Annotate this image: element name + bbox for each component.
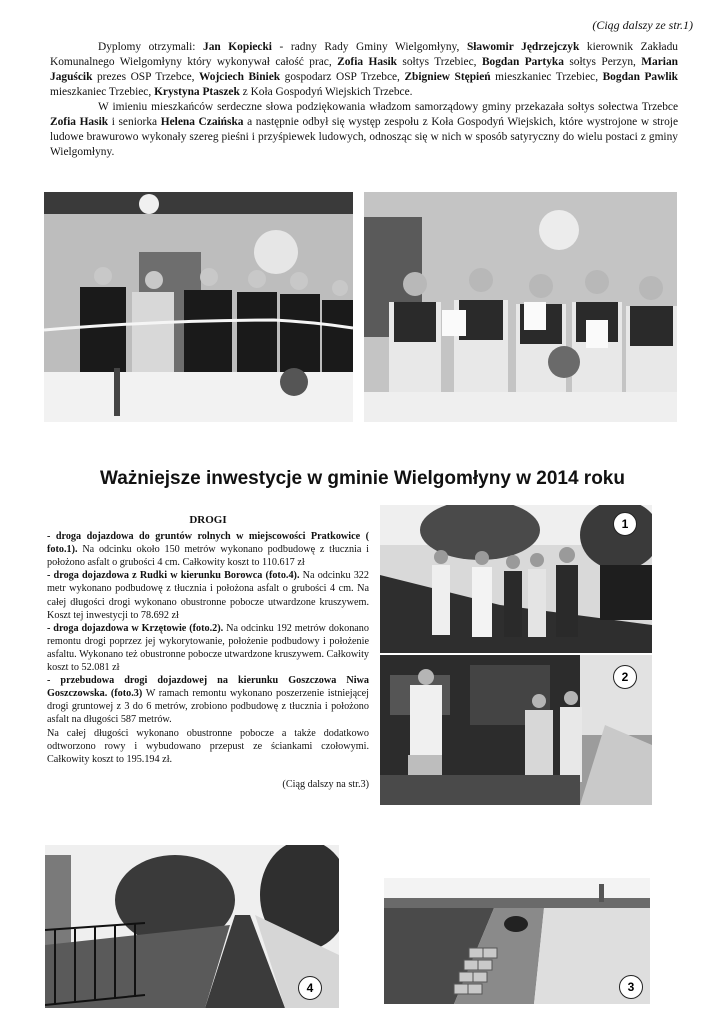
bold-text-run: Zofia Hasik xyxy=(50,116,109,128)
article-paragraph-3 xyxy=(47,622,369,674)
road-inspection-image-1 xyxy=(380,505,652,653)
text-run: Na odcinku 192 metrów dokonano remontu drogi poprzez jej wykorytowanie, położenie podbudowy i położenie asfaltu. Wykonano też obustronne pobocze utwardzone kruszywem. Całkowity koszt to 52.081 zł xyxy=(47,622,369,674)
text-run: W imieniu mieszkańców serdeczne słowa podziękowania władzom samorządowy gminy przekazała sołtys sołectwa Trzebce xyxy=(98,101,678,113)
text-run: sołtys Trzebiec, xyxy=(397,56,482,68)
text-run: W ramach remontu wykonano poszerzenie istniejącej drogi gruntowej z 3 do 6 metrów, zrobiono podbudowę z tłucznia i położono asfalt na długości 587 metrów. xyxy=(47,688,369,726)
bold-text-run: - droga dojazdowa do gruntów rolnych w miejscowości Pratkowice ( foto.1). xyxy=(47,531,369,556)
rural-road-photo-4 xyxy=(45,845,339,1008)
text-run: mieszkaniec Trzebiec, xyxy=(50,86,155,98)
text-run: - radny Rady Gminy Wielgomłyny, xyxy=(271,41,467,53)
intro-text xyxy=(50,40,678,160)
text-run: Na odcinku 322 metr wykonano podbudowę z tłucznia i położona asfalt o grubości 4 cm. Na całej długości drogi wykonano obustronne pobocze utwardzone kruszywem. Koszt tej inwestycji to 78.692 zł xyxy=(47,570,369,621)
ribbon-cutting-photo xyxy=(44,192,353,422)
roads-article xyxy=(47,514,369,791)
text-run: i seniorka xyxy=(108,116,161,128)
text-run: kierownik Zakładu Komunalnego Wielgomłyny który wykonywał całość prac, xyxy=(50,41,678,68)
intro-paragraph-2 xyxy=(50,100,678,160)
bold-text-run: Zbigniew Stępień xyxy=(404,71,491,83)
text-run: z Koła Gospodyń Wiejskich Trzebce. xyxy=(239,86,413,98)
asphalt-works-photo-2 xyxy=(380,655,652,805)
text-run: Na odcinku około 150 metrów wykonano podbudowę z tłucznia i położono asfalt o grubości 4 cm. Całkowity koszt to 110.617 zł xyxy=(47,544,369,569)
continued-on-note: (Ciąg dalszy na str.3) xyxy=(282,778,369,790)
roads-section-title: DROGI xyxy=(189,514,227,526)
bold-text-run: - przebudowa drogi dojazdowej na kierunku Goszczowa Niwa Goszczowska. (foto.3) xyxy=(47,675,369,700)
text-run: Na całej długości wykonano obustronne pobocze a także dodatkowo odtworzono rowy i wybudowano przepust ze ściankami czołowymi. Całkowity koszt to 195.194 zł. xyxy=(47,727,369,765)
text-run: mieszkaniec Trzebiec, xyxy=(490,71,603,83)
ribbon-cutting-image xyxy=(44,192,353,422)
text-run: a następnie odbył się występ zespołu z Koła Gospodyń Wiejskich, które wystrojone w stroje ludowe brawurowo wykonały szereg pieśni i przyśpiewek ludowych, odnosząc się w nich w sposób satyryczny do wielu postaci z gminy Wielgomłyny. xyxy=(50,116,678,158)
bold-text-run: Helena Czaińska xyxy=(160,116,244,128)
folk-choir-image xyxy=(364,192,677,422)
bold-text-run: - droga dojazdowa w Krzętowie (foto.2). xyxy=(47,622,224,634)
photo-number-badge-1: 1 xyxy=(613,512,637,536)
article-paragraph-1 xyxy=(47,530,369,569)
culvert-photo-3 xyxy=(384,878,650,1004)
article-paragraph-4 xyxy=(47,674,369,726)
folk-choir-photo xyxy=(364,192,677,422)
continued-from-note: (Ciąg dalszy ze str.1) xyxy=(592,18,693,32)
bold-text-run: Wojciech Biniek xyxy=(199,71,281,83)
bold-text-run: - droga dojazdowa z Rudki w kierunku Borowca (foto.4). xyxy=(47,570,300,582)
text-run: sołtys Perzyn, xyxy=(563,56,642,68)
intro-paragraph-1 xyxy=(50,40,678,100)
photo-number-badge-2: 2 xyxy=(613,665,637,689)
bold-text-run: Bogdan Partyka xyxy=(481,56,564,68)
asphalt-works-image-2 xyxy=(380,655,652,805)
road-inspection-photo-1 xyxy=(380,505,652,653)
bold-text-run: Bogdan Pawlik xyxy=(602,71,679,83)
text-run: prezes OSP Trzebce, xyxy=(92,71,200,83)
bold-text-run: Marian Jaguścik xyxy=(50,56,678,83)
photo-number-badge-4: 4 xyxy=(298,976,322,1000)
bold-text-run: Krystyna Ptaszek xyxy=(154,86,240,98)
article-paragraph-2 xyxy=(47,569,369,621)
bold-text-run: Zofia Hasik xyxy=(337,56,397,68)
text-run: Dyplomy otrzymali: xyxy=(98,41,203,53)
text-run: gospodarz OSP Trzebce, xyxy=(280,71,405,83)
photo-number-badge-3: 3 xyxy=(619,975,643,999)
bold-text-run: Jan Kopiecki xyxy=(203,41,272,53)
culvert-image-3 xyxy=(384,878,650,1004)
rural-road-image-4 xyxy=(45,845,339,1008)
bold-text-run: Sławomir Jędrzejczyk xyxy=(466,41,580,53)
article-paragraph-5 xyxy=(47,727,369,766)
section-headline: Ważniejsze inwestycje w gminie Wielgomłyny w 2014 roku xyxy=(100,468,625,489)
